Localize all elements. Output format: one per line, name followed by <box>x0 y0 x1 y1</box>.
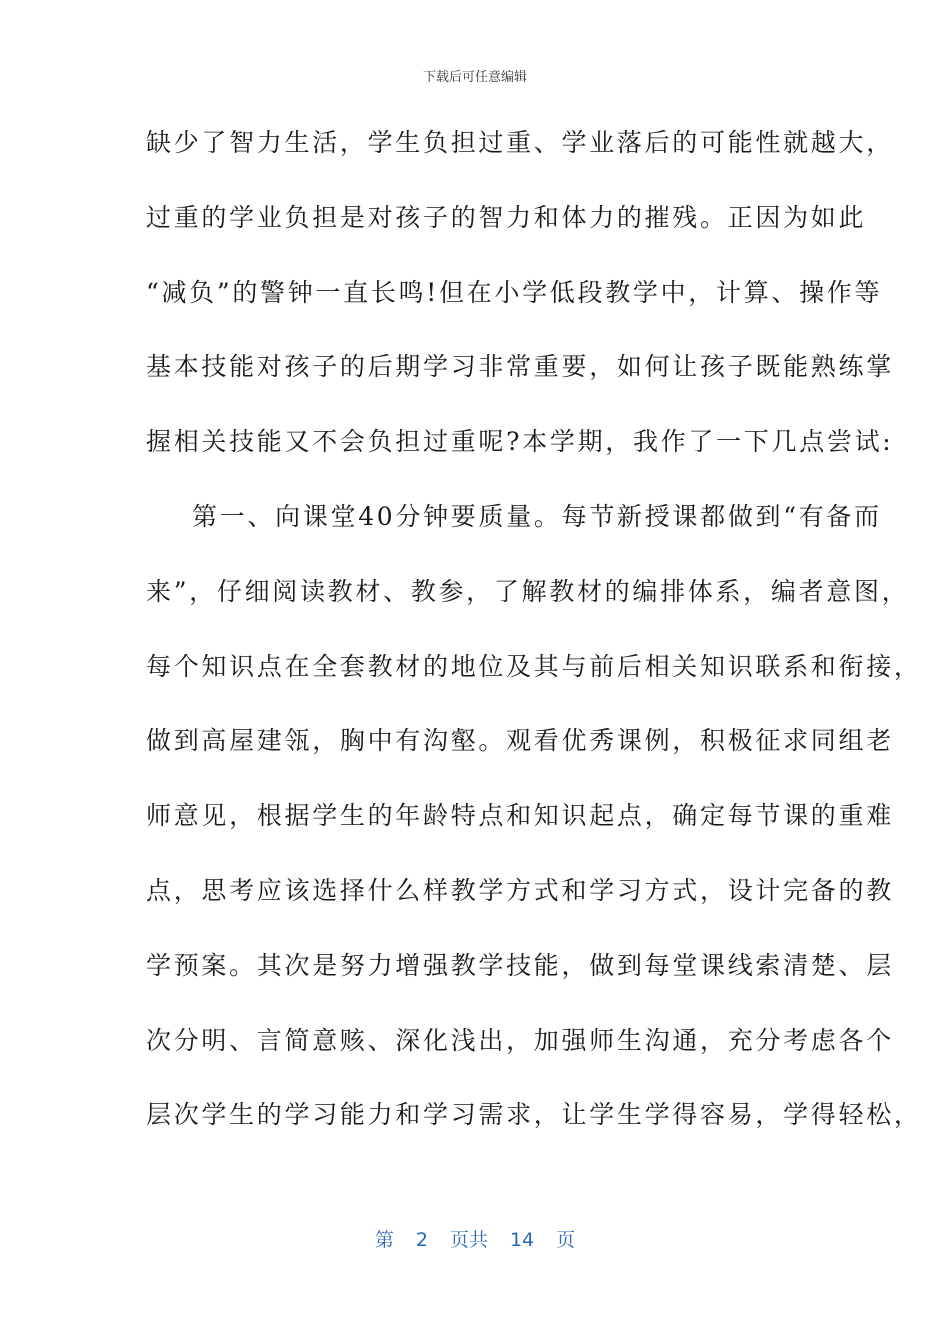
body-line: 做到高屋建瓴，胸中有沟壑。观看优秀课例，积极征求同组老 <box>146 726 894 756</box>
body-line: 缺少了智力生活，学生负担过重、学业落后的可能性就越大， <box>146 128 894 157</box>
document-body <box>146 123 922 1170</box>
body-line: 握相关技能又不会负担过重呢?本学期，我作了一下几点尝试: <box>146 427 894 457</box>
current-page-number: 2 <box>415 1229 428 1251</box>
body-line: 过重的学业负担是对孩子的智力和体力的摧残。正因为如此 <box>146 202 867 232</box>
body-line: 师意见，根据学生的年龄特点和知识起点，确定每节课的重难 <box>146 801 894 831</box>
total-pages-number: 14 <box>509 1229 535 1251</box>
body-line-paragraph-start: 第一、向课堂40分钟要质量。每节新授课都做到“有备而 <box>192 501 882 531</box>
footer-prefix: 第 <box>374 1229 394 1251</box>
page-footer <box>0 1225 950 1252</box>
footer-suffix: 页 <box>556 1229 576 1251</box>
body-line: 点，思考应该选择什么样教学方式和学习方式，设计完备的教 <box>146 875 894 905</box>
body-line: 次分明、言简意赅、深化浅出，加强师生沟通，充分考虑各个 <box>146 1025 894 1055</box>
page-header: 下载后可任意编辑 <box>422 70 527 85</box>
body-line: 基本技能对孩子的后期学习非常重要，如何让孩子既能熟练掌 <box>146 352 894 382</box>
body-line: 来”，仔细阅读教材、教参，了解教材的编排体系，编者意图， <box>146 576 910 606</box>
body-line: 每个知识点在全套教材的地位及其与前后相关知识联系和衔接， <box>146 651 922 681</box>
footer-middle: 页共 <box>449 1229 488 1251</box>
body-line: 学预案。其次是努力增强教学技能，做到每堂课线索清楚、层 <box>146 950 894 980</box>
body-line: 层次学生的学习能力和学习需求，让学生学得容易，学得轻松， <box>146 1100 922 1130</box>
body-line: “减负”的警钟一直长鸣!但在小学低段教学中，计算、操作等 <box>146 277 883 307</box>
